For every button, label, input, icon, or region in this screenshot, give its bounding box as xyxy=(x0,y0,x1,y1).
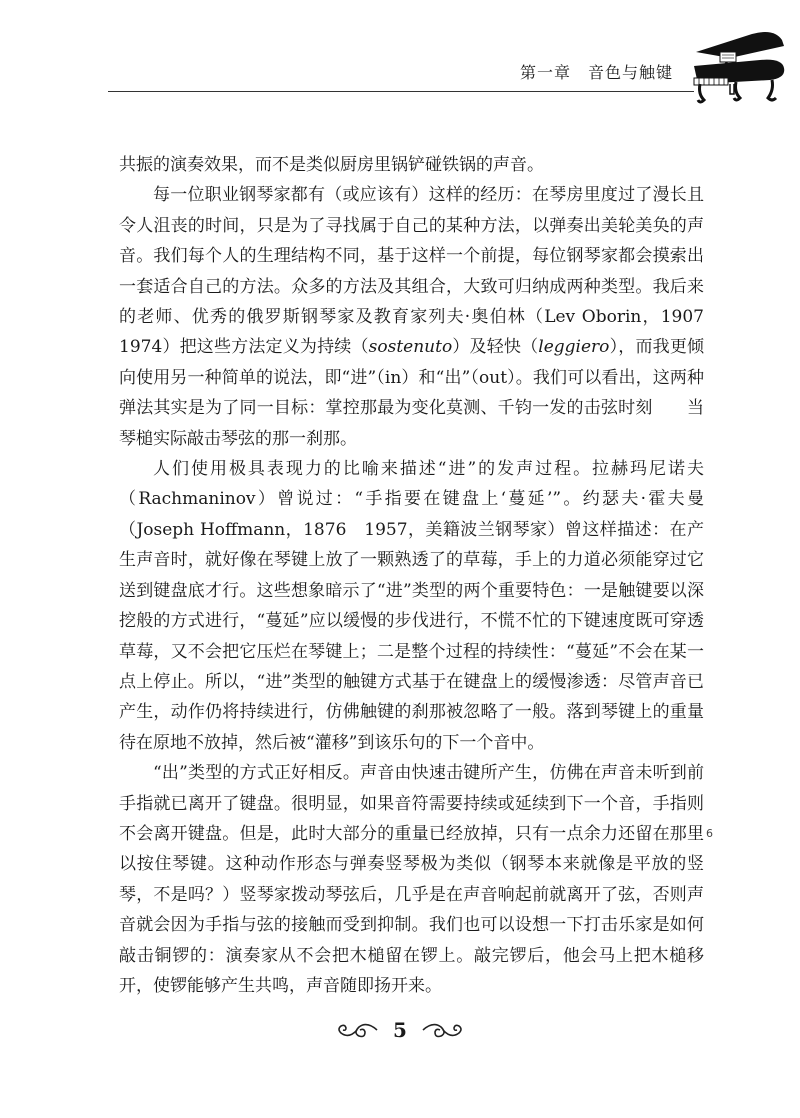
paragraph xyxy=(119,180,721,454)
paragraph-text: “出”类型的方式正好相反。声音由快速击键所产生，仿佛在声音未听到前手指就已离开了键盘。很明显，如果音符需要持续或延续到下一个音，手指则不会离开键盘。但是，此时大部分的重量已经放掉，只有一点余力还留在那里以按住琴键。这种动作形态与弹奏竖琴极为类似（钢琴本来就像是平放的竖琴，不是吗？）竖琴家拨动琴弦后，几乎是在声音响起前就离开了弦，否则声音就会因为手指与弦的接触而受到抑制。我们也可以设想一下打击乐家是如何敲击铜锣的：演奏家从不会把木槌留在锣上。敲完锣后，他会马上把木槌移开，使锣能够产生共鸣，声音随即扬开来。 xyxy=(119,763,704,996)
paragraph-text: 人们使用极具表现力的比喻来描述“进”的发声过程。拉赫玛尼诺夫（Rachmaninov）曾说过：“手指要在键盘上‘蔓延’”。约瑟夫·霍夫曼（Joseph Hoffmann，1876 1957，美籍波兰钢琴家）曾这样描述：在产生声音时，就好像在琴键上放了一颗熟透了的草莓，手上的力道必须能穿过它送到键盘底才行。这些想象暗示了“进”类型的两个重要特色：一是触键要以深挖般的方式进行，“蔓延”应以缓慢的步伐进行，不慌不忙的下键速度既可穿透草莓，又不会把它压烂在琴键上；二是整个过程的持续性：“蔓延”不会在某一点上停止。所以，“进”类型的触键方式基于在键盘上的缓慢渗透：尽管声音已产生，动作仍将持续进行，仿佛触键的刹那被忽略了一般。落到琴键上的重量待在原地不放掉，然后被“灌移”到该乐句的下一个音中。 xyxy=(119,459,704,753)
header-divider xyxy=(108,91,694,92)
italic-term: sostenuto xyxy=(368,337,453,358)
paragraph-text: ）及轻快（ xyxy=(452,337,539,358)
paragraph-text: 每一位职业钢琴家都有（或应该有）这样的经历：在琴房里度过了漫长且令人沮丧的时间，只是为了寻找属于自己的某种方法，以弹奏出美轮美奂的声音。我们每个人的生理结构不同，基于这样一个前提，每位钢琴家都会摸索出一套适合自己的方法。众多的方法及其组合，大致可归纳成两种类型。我后来的老师、优秀的俄罗斯钢琴家及教育家列夫·奥伯林（Lev Oborin，1907 1974）把这些方法定义为持续（ xyxy=(119,185,721,358)
paragraph xyxy=(119,454,704,758)
paragraph xyxy=(119,150,704,180)
paragraph xyxy=(119,758,704,1001)
page-number: 5 xyxy=(393,1018,407,1042)
scroll-ornament-left-icon xyxy=(335,1019,379,1041)
scroll-ornament-right-icon xyxy=(421,1019,465,1041)
body-text xyxy=(119,150,721,1001)
grand-piano-icon xyxy=(690,30,788,110)
paragraph-text: ），而我更倾向使用另一种简单的说法，即“进”（in）和“出”（out）。我们可以看出，这两种弹法其实是为了同一目标：掌控那最为变化莫测、千钧一发的击弦时刻 当琴槌实际敲击琴弦的那一刹那。 xyxy=(119,337,705,449)
chapter-title: 第一章 音色与触键 xyxy=(520,63,674,82)
paragraph-text: 共振的演奏效果，而不是类似厨房里锅铲碰铁锅的声音。 xyxy=(119,155,544,175)
page-footer xyxy=(0,1010,800,1050)
margin-note: 6 xyxy=(706,827,713,840)
italic-term: leggiero xyxy=(538,337,610,358)
